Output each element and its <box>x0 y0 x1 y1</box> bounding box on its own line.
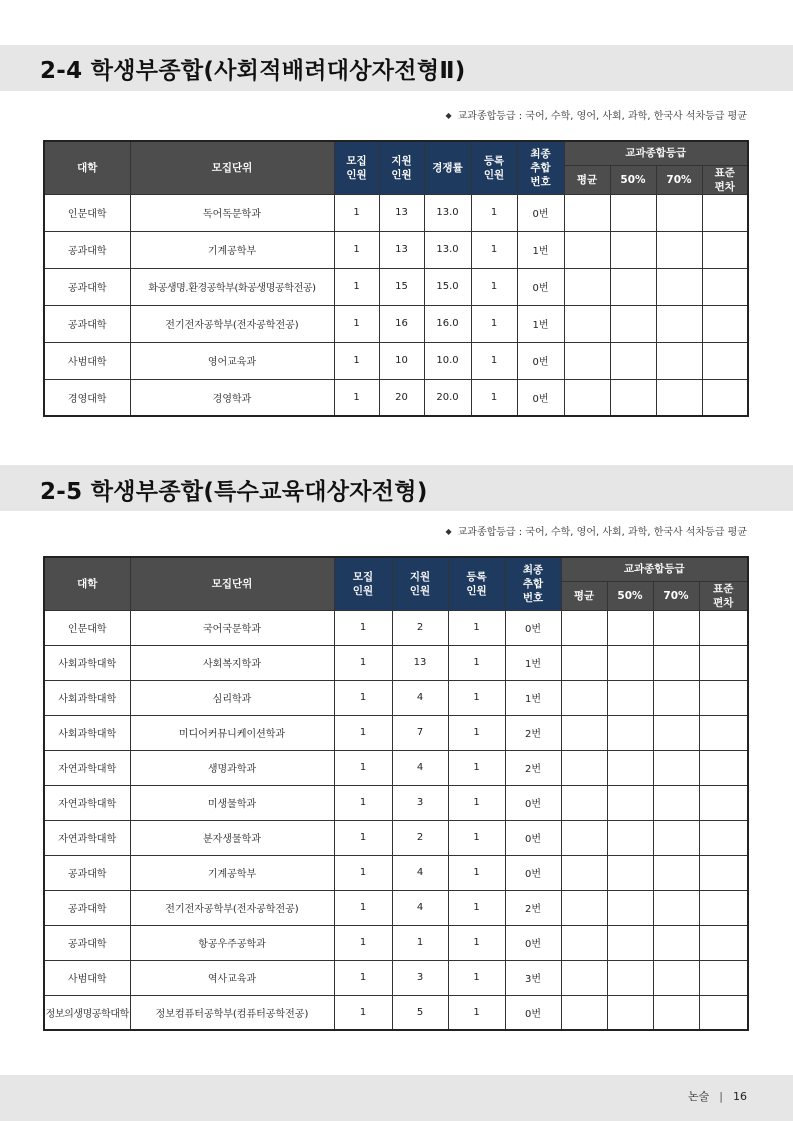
grade-note <box>445 107 747 122</box>
cell-avg <box>564 268 610 305</box>
cell-univ: 경영대학 <box>44 379 130 416</box>
cell-quota: 1 <box>334 305 379 342</box>
table-row <box>44 750 748 785</box>
table-row <box>44 820 748 855</box>
cell-final: 0번 <box>517 194 564 231</box>
cell-50pct <box>610 194 656 231</box>
table-row <box>44 785 748 820</box>
cell-univ: 공과대학 <box>44 305 130 342</box>
table-row <box>44 890 748 925</box>
cell-70pct <box>653 890 699 925</box>
cell-final: 0번 <box>517 342 564 379</box>
cell-70pct <box>653 680 699 715</box>
table-row <box>44 960 748 995</box>
cell-enrolled: 1 <box>448 855 505 890</box>
cell-final: 1번 <box>517 305 564 342</box>
cell-final: 2번 <box>505 715 561 750</box>
cell-enrolled: 1 <box>471 379 517 416</box>
cell-final: 2번 <box>505 750 561 785</box>
header-quota: 모집 인원 <box>334 557 392 610</box>
table-row <box>44 268 748 305</box>
cell-std <box>699 855 748 890</box>
cell-std <box>699 750 748 785</box>
cell-enrolled: 1 <box>448 610 505 645</box>
cell-unit: 사회복지학과 <box>130 645 334 680</box>
cell-unit: 항공우주공학과 <box>130 925 334 960</box>
page-footer <box>688 1088 747 1104</box>
cell-univ: 자연과학대학 <box>44 750 130 785</box>
cell-avg <box>561 680 607 715</box>
header-univ: 대학 <box>44 557 130 610</box>
cell-univ: 사회과학대학 <box>44 715 130 750</box>
grade-note-text: 교과종합등급 : 국어, 수학, 영어, 사회, 과학, 한국사 석차등급 평균 <box>457 527 747 538</box>
cell-unit: 미디어커뮤니케이션학과 <box>130 715 334 750</box>
header-final-number: 최종 추합 번호 <box>505 557 561 610</box>
cell-final: 1번 <box>517 231 564 268</box>
cell-quota: 1 <box>334 855 392 890</box>
table-row <box>44 680 748 715</box>
cell-enrolled: 1 <box>471 194 517 231</box>
cell-70pct <box>653 750 699 785</box>
table-row <box>44 995 748 1030</box>
cell-70pct <box>656 379 702 416</box>
cell-applicants: 15 <box>379 268 424 305</box>
cell-std <box>699 960 748 995</box>
cell-applicants: 4 <box>392 855 448 890</box>
cell-unit: 화공생명.환경공학부(화공생명공학전공) <box>130 268 334 305</box>
cell-70pct <box>653 820 699 855</box>
cell-70pct <box>653 995 699 1030</box>
cell-applicants: 20 <box>379 379 424 416</box>
cell-std <box>699 645 748 680</box>
header-avg: 평균 <box>564 165 610 194</box>
cell-ratio: 16.0 <box>424 305 471 342</box>
cell-ratio: 20.0 <box>424 379 471 416</box>
cell-unit: 국어국문학과 <box>130 610 334 645</box>
cell-50pct <box>610 342 656 379</box>
cell-50pct <box>607 995 653 1030</box>
section-title-2-4: 2-4 학생부종합(사회적배려대상자전형Ⅱ) <box>40 58 466 84</box>
cell-enrolled: 1 <box>448 890 505 925</box>
cell-unit: 분자생물학과 <box>130 820 334 855</box>
cell-quota: 1 <box>334 231 379 268</box>
table-row <box>44 610 748 645</box>
cell-avg <box>561 645 607 680</box>
table-row <box>44 194 748 231</box>
cell-70pct <box>656 194 702 231</box>
cell-enrolled: 1 <box>448 995 505 1030</box>
header-grade-group: 교과종합등급 <box>564 141 748 165</box>
cell-univ: 자연과학대학 <box>44 820 130 855</box>
table-row <box>44 925 748 960</box>
cell-final: 2번 <box>505 890 561 925</box>
cell-avg <box>561 610 607 645</box>
cell-final: 0번 <box>505 925 561 960</box>
cell-std <box>699 925 748 960</box>
cell-applicants: 2 <box>392 610 448 645</box>
cell-50pct <box>607 715 653 750</box>
cell-enrolled: 1 <box>448 645 505 680</box>
cell-final: 0번 <box>505 785 561 820</box>
grade-note-text: 교과종합등급 : 국어, 수학, 영어, 사회, 과학, 한국사 석차등급 평균 <box>457 111 747 122</box>
cell-50pct <box>607 890 653 925</box>
cell-avg <box>561 890 607 925</box>
cell-std <box>699 715 748 750</box>
cell-unit: 심리학과 <box>130 680 334 715</box>
cell-unit: 독어독문학과 <box>130 194 334 231</box>
cell-quota: 1 <box>334 890 392 925</box>
cell-final: 0번 <box>505 820 561 855</box>
cell-univ: 공과대학 <box>44 925 130 960</box>
cell-enrolled: 1 <box>448 750 505 785</box>
header-applicants: 지원 인원 <box>392 557 448 610</box>
cell-final: 0번 <box>505 610 561 645</box>
cell-std <box>702 379 748 416</box>
cell-50pct <box>607 960 653 995</box>
cell-enrolled: 1 <box>448 960 505 995</box>
cell-unit: 전기전자공학부(전자공학전공) <box>130 890 334 925</box>
header-applicants: 지원 인원 <box>379 141 424 194</box>
cell-50pct <box>607 750 653 785</box>
cell-avg <box>564 379 610 416</box>
cell-70pct <box>653 645 699 680</box>
cell-applicants: 4 <box>392 890 448 925</box>
table-row <box>44 305 748 342</box>
cell-std <box>702 305 748 342</box>
cell-enrolled: 1 <box>448 785 505 820</box>
header-unit: 모집단위 <box>130 557 334 610</box>
cell-quota: 1 <box>334 610 392 645</box>
bullet-icon: ◆ <box>445 527 452 536</box>
cell-quota: 1 <box>334 750 392 785</box>
cell-final: 0번 <box>517 268 564 305</box>
cell-avg <box>564 194 610 231</box>
cell-univ: 인문대학 <box>44 610 130 645</box>
cell-enrolled: 1 <box>471 231 517 268</box>
cell-applicants: 16 <box>379 305 424 342</box>
cell-final: 1번 <box>505 645 561 680</box>
cell-avg <box>561 925 607 960</box>
cell-std <box>699 890 748 925</box>
cell-ratio: 13.0 <box>424 194 471 231</box>
header-univ: 대학 <box>44 141 130 194</box>
header-grade-group: 교과종합등급 <box>561 557 748 581</box>
footer-label: 논술 <box>688 1090 710 1103</box>
header-enrolled: 등록 인원 <box>448 557 505 610</box>
cell-applicants: 13 <box>379 194 424 231</box>
cell-70pct <box>656 231 702 268</box>
cell-univ: 사범대학 <box>44 960 130 995</box>
cell-50pct <box>610 305 656 342</box>
cell-50pct <box>610 231 656 268</box>
header-std: 표준 편차 <box>702 165 748 194</box>
cell-70pct <box>656 342 702 379</box>
cell-avg <box>561 750 607 785</box>
cell-enrolled: 1 <box>448 925 505 960</box>
cell-enrolled: 1 <box>471 342 517 379</box>
cell-enrolled: 1 <box>448 680 505 715</box>
header-enrolled: 등록 인원 <box>471 141 517 194</box>
table-row <box>44 231 748 268</box>
cell-quota: 1 <box>334 925 392 960</box>
cell-50pct <box>607 820 653 855</box>
cell-univ: 공과대학 <box>44 890 130 925</box>
cell-unit: 경영학과 <box>130 379 334 416</box>
cell-enrolled: 1 <box>471 305 517 342</box>
cell-quota: 1 <box>334 645 392 680</box>
cell-applicants: 5 <box>392 995 448 1030</box>
cell-quota: 1 <box>334 680 392 715</box>
cell-unit: 역사교육과 <box>130 960 334 995</box>
cell-applicants: 3 <box>392 785 448 820</box>
cell-applicants: 1 <box>392 925 448 960</box>
cell-final: 0번 <box>517 379 564 416</box>
cell-std <box>702 268 748 305</box>
cell-50pct <box>607 610 653 645</box>
cell-70pct <box>656 268 702 305</box>
bullet-icon: ◆ <box>445 111 452 120</box>
cell-applicants: 3 <box>392 960 448 995</box>
cell-std <box>699 820 748 855</box>
cell-std <box>699 680 748 715</box>
header-unit: 모집단위 <box>130 141 334 194</box>
cell-quota: 1 <box>334 268 379 305</box>
cell-quota: 1 <box>334 194 379 231</box>
cell-70pct <box>653 715 699 750</box>
cell-70pct <box>656 305 702 342</box>
cell-std <box>702 194 748 231</box>
cell-quota: 1 <box>334 715 392 750</box>
header-quota: 모집 인원 <box>334 141 379 194</box>
cell-univ: 공과대학 <box>44 855 130 890</box>
cell-quota: 1 <box>334 342 379 379</box>
admission-table-2-4 <box>43 140 749 417</box>
cell-70pct <box>653 960 699 995</box>
cell-quota: 1 <box>334 960 392 995</box>
cell-50pct <box>607 645 653 680</box>
footer-separator: | <box>719 1090 723 1103</box>
cell-50pct <box>610 379 656 416</box>
cell-70pct <box>653 925 699 960</box>
table-row <box>44 855 748 890</box>
cell-univ: 자연과학대학 <box>44 785 130 820</box>
cell-applicants: 7 <box>392 715 448 750</box>
admission-table-2-5 <box>43 556 749 1031</box>
cell-univ: 사범대학 <box>44 342 130 379</box>
header-final-number: 최종 추합 번호 <box>517 141 564 194</box>
cell-final: 1번 <box>505 680 561 715</box>
header-ratio: 경쟁률 <box>424 141 471 194</box>
cell-std <box>702 342 748 379</box>
cell-quota: 1 <box>334 785 392 820</box>
table-row <box>44 379 748 416</box>
header-avg: 평균 <box>561 581 607 610</box>
cell-quota: 1 <box>334 379 379 416</box>
cell-std <box>699 785 748 820</box>
cell-unit: 정보컴퓨터공학부(컴퓨터공학전공) <box>130 995 334 1030</box>
header-70pct: 70% <box>653 581 699 610</box>
cell-avg <box>561 960 607 995</box>
cell-std <box>699 610 748 645</box>
cell-avg <box>561 820 607 855</box>
header-70pct: 70% <box>656 165 702 194</box>
cell-avg <box>561 855 607 890</box>
cell-ratio: 10.0 <box>424 342 471 379</box>
cell-applicants: 13 <box>379 231 424 268</box>
grade-note <box>445 523 747 538</box>
header-50pct: 50% <box>610 165 656 194</box>
cell-avg <box>564 305 610 342</box>
table-row <box>44 715 748 750</box>
table-row <box>44 342 748 379</box>
cell-final: 0번 <box>505 995 561 1030</box>
cell-ratio: 13.0 <box>424 231 471 268</box>
cell-univ: 사회과학대학 <box>44 680 130 715</box>
cell-enrolled: 1 <box>448 820 505 855</box>
cell-std <box>702 231 748 268</box>
cell-70pct <box>653 610 699 645</box>
cell-final: 3번 <box>505 960 561 995</box>
cell-applicants: 13 <box>392 645 448 680</box>
cell-avg <box>564 342 610 379</box>
cell-quota: 1 <box>334 820 392 855</box>
cell-unit: 기계공학부 <box>130 231 334 268</box>
cell-70pct <box>653 785 699 820</box>
footer-band <box>0 1075 793 1121</box>
cell-avg <box>561 785 607 820</box>
table-row <box>44 645 748 680</box>
cell-enrolled: 1 <box>471 268 517 305</box>
cell-50pct <box>607 680 653 715</box>
cell-univ: 정보의생명공학대학 <box>44 995 130 1030</box>
cell-avg <box>561 995 607 1030</box>
cell-applicants: 4 <box>392 750 448 785</box>
cell-avg <box>561 715 607 750</box>
cell-univ: 사회과학대학 <box>44 645 130 680</box>
cell-unit: 영어교육과 <box>130 342 334 379</box>
cell-unit: 생명과학과 <box>130 750 334 785</box>
cell-unit: 기계공학부 <box>130 855 334 890</box>
cell-final: 0번 <box>505 855 561 890</box>
cell-50pct <box>607 855 653 890</box>
cell-50pct <box>607 925 653 960</box>
cell-applicants: 2 <box>392 820 448 855</box>
cell-unit: 전기전자공학부(전자공학전공) <box>130 305 334 342</box>
cell-50pct <box>610 268 656 305</box>
cell-applicants: 4 <box>392 680 448 715</box>
cell-ratio: 15.0 <box>424 268 471 305</box>
cell-unit: 미생물학과 <box>130 785 334 820</box>
cell-70pct <box>653 855 699 890</box>
header-50pct: 50% <box>607 581 653 610</box>
cell-enrolled: 1 <box>448 715 505 750</box>
cell-avg <box>564 231 610 268</box>
cell-quota: 1 <box>334 995 392 1030</box>
cell-50pct <box>607 785 653 820</box>
section-title-2-5: 2-5 학생부종합(특수교육대상자전형) <box>40 479 428 505</box>
cell-univ: 인문대학 <box>44 194 130 231</box>
header-std: 표준 편차 <box>699 581 748 610</box>
page-number: 16 <box>733 1090 747 1103</box>
cell-univ: 공과대학 <box>44 231 130 268</box>
cell-univ: 공과대학 <box>44 268 130 305</box>
cell-applicants: 10 <box>379 342 424 379</box>
cell-std <box>699 995 748 1030</box>
